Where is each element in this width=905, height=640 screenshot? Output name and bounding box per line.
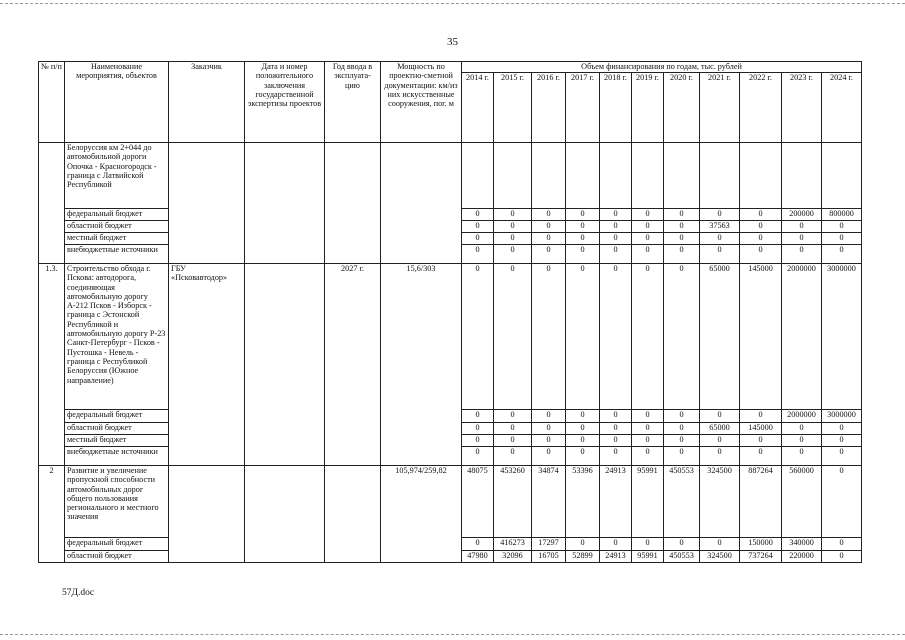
value-cell: 0 bbox=[600, 221, 632, 233]
row-number bbox=[39, 143, 65, 209]
row-expertise bbox=[245, 264, 325, 410]
value-cell: 0 bbox=[566, 447, 600, 466]
value-cell: 453260 bbox=[494, 466, 532, 538]
value-cell: 0 bbox=[822, 221, 862, 233]
header-year-col: 2017 г. bbox=[566, 73, 600, 143]
value-cell bbox=[740, 143, 782, 209]
row-capacity bbox=[381, 538, 462, 551]
value-cell: 0 bbox=[700, 209, 740, 221]
row-customer bbox=[169, 245, 245, 264]
value-cell: 0 bbox=[494, 264, 532, 410]
row-capacity bbox=[381, 435, 462, 447]
value-cell: 0 bbox=[782, 423, 822, 435]
value-cell: 0 bbox=[462, 423, 494, 435]
row-expertise bbox=[245, 423, 325, 435]
value-cell: 37563 bbox=[700, 221, 740, 233]
row-capacity bbox=[381, 221, 462, 233]
row-name: областной бюджет bbox=[65, 221, 169, 233]
value-cell: 0 bbox=[664, 209, 700, 221]
header-capacity: Мощность по проектно-сметной документации: км/из них искусственные сооружения, пог. м bbox=[381, 62, 462, 143]
value-cell: 3000000 bbox=[822, 264, 862, 410]
row-customer bbox=[169, 551, 245, 563]
row-name: областной бюджет bbox=[65, 423, 169, 435]
value-cell: 0 bbox=[632, 435, 664, 447]
value-cell: 24913 bbox=[600, 551, 632, 563]
value-cell: 0 bbox=[822, 538, 862, 551]
row-number bbox=[39, 447, 65, 466]
value-cell: 65000 bbox=[700, 423, 740, 435]
value-cell: 324500 bbox=[700, 466, 740, 538]
value-cell bbox=[462, 143, 494, 209]
value-cell: 0 bbox=[740, 209, 782, 221]
row-name: внебюджетные источники bbox=[65, 447, 169, 466]
value-cell: 0 bbox=[782, 233, 822, 245]
value-cell: 0 bbox=[494, 209, 532, 221]
value-cell: 0 bbox=[664, 423, 700, 435]
header-year-col: 2021 г. bbox=[700, 73, 740, 143]
table-row bbox=[39, 435, 862, 447]
value-cell: 32096 bbox=[494, 551, 532, 563]
bottom-edge-line bbox=[0, 634, 905, 635]
row-customer bbox=[169, 447, 245, 466]
value-cell: 0 bbox=[566, 423, 600, 435]
row-year bbox=[325, 410, 381, 423]
table-row bbox=[39, 447, 862, 466]
value-cell: 0 bbox=[822, 435, 862, 447]
financing-table bbox=[38, 61, 862, 563]
row-capacity bbox=[381, 423, 462, 435]
value-cell: 0 bbox=[532, 410, 566, 423]
row-customer bbox=[169, 466, 245, 538]
row-year bbox=[325, 221, 381, 233]
row-number bbox=[39, 245, 65, 264]
value-cell: 0 bbox=[566, 410, 600, 423]
value-cell: 887264 bbox=[740, 466, 782, 538]
value-cell: 0 bbox=[462, 221, 494, 233]
value-cell: 737264 bbox=[740, 551, 782, 563]
table-row bbox=[39, 209, 862, 221]
value-cell: 65000 bbox=[700, 264, 740, 410]
header-year-col: 2022 г. bbox=[740, 73, 782, 143]
value-cell: 0 bbox=[632, 447, 664, 466]
value-cell: 0 bbox=[664, 233, 700, 245]
row-number bbox=[39, 410, 65, 423]
value-cell: 340000 bbox=[782, 538, 822, 551]
value-cell: 0 bbox=[782, 245, 822, 264]
table-row bbox=[39, 538, 862, 551]
value-cell: 0 bbox=[532, 245, 566, 264]
value-cell: 200000 bbox=[782, 209, 822, 221]
value-cell: 0 bbox=[700, 435, 740, 447]
table-row bbox=[39, 143, 862, 209]
value-cell: 0 bbox=[462, 435, 494, 447]
value-cell: 450553 bbox=[664, 466, 700, 538]
table-row bbox=[39, 245, 862, 264]
row-year bbox=[325, 466, 381, 538]
header-year-col: 2018 г. bbox=[600, 73, 632, 143]
value-cell: 48075 bbox=[462, 466, 494, 538]
value-cell: 800000 bbox=[822, 209, 862, 221]
row-name: Строительство обхода г. Пскова: автодорога, соединяющая автомобильную дорогу А-212 Псков - Изборск - граница с Эстонской Республикой и автомобильную дорогу Р-23 Санкт-Петербург - Псков - Пустошка - Невель - граница с Республикой Белоруссия (Южное направление) bbox=[65, 264, 169, 410]
row-name: местный бюджет bbox=[65, 233, 169, 245]
row-name: федеральный бюджет bbox=[65, 209, 169, 221]
header-expertise: Дата и номер положительного заключения государственной экспертизы проектов bbox=[245, 62, 325, 143]
row-expertise bbox=[245, 245, 325, 264]
value-cell: 0 bbox=[822, 447, 862, 466]
value-cell: 0 bbox=[600, 410, 632, 423]
row-number: 2 bbox=[39, 466, 65, 538]
row-name: внебюджетные источники bbox=[65, 245, 169, 264]
value-cell bbox=[494, 143, 532, 209]
value-cell: 0 bbox=[740, 447, 782, 466]
header-num: № п/п bbox=[39, 62, 65, 143]
value-cell: 0 bbox=[494, 447, 532, 466]
row-expertise bbox=[245, 435, 325, 447]
row-customer bbox=[169, 221, 245, 233]
row-customer: ГБУ «Псковавтодор» bbox=[169, 264, 245, 410]
value-cell: 0 bbox=[600, 245, 632, 264]
value-cell: 52899 bbox=[566, 551, 600, 563]
value-cell: 220000 bbox=[782, 551, 822, 563]
table-row bbox=[39, 410, 862, 423]
row-capacity bbox=[381, 143, 462, 209]
value-cell: 0 bbox=[664, 264, 700, 410]
header-name: Наименование мероприятия, объектов bbox=[65, 62, 169, 143]
value-cell: 0 bbox=[532, 447, 566, 466]
row-expertise bbox=[245, 466, 325, 538]
value-cell: 0 bbox=[566, 435, 600, 447]
row-year bbox=[325, 423, 381, 435]
value-cell: 0 bbox=[700, 447, 740, 466]
value-cell: 0 bbox=[664, 435, 700, 447]
value-cell: 0 bbox=[822, 245, 862, 264]
row-year bbox=[325, 233, 381, 245]
value-cell: 0 bbox=[822, 233, 862, 245]
header-funding: Объем финансирования по годам, тыс. рублей bbox=[462, 62, 862, 73]
value-cell: 34874 bbox=[532, 466, 566, 538]
value-cell: 0 bbox=[740, 233, 782, 245]
row-capacity bbox=[381, 209, 462, 221]
row-capacity bbox=[381, 233, 462, 245]
value-cell: 0 bbox=[494, 410, 532, 423]
row-capacity bbox=[381, 447, 462, 466]
value-cell: 0 bbox=[494, 245, 532, 264]
value-cell: 0 bbox=[632, 423, 664, 435]
value-cell: 0 bbox=[740, 410, 782, 423]
value-cell: 0 bbox=[532, 435, 566, 447]
value-cell: 0 bbox=[566, 538, 600, 551]
value-cell: 0 bbox=[664, 221, 700, 233]
row-capacity: 105,974/259,82 bbox=[381, 466, 462, 538]
row-number bbox=[39, 209, 65, 221]
value-cell bbox=[566, 143, 600, 209]
value-cell: 0 bbox=[664, 245, 700, 264]
value-cell bbox=[664, 143, 700, 209]
value-cell: 0 bbox=[462, 209, 494, 221]
row-number: 1.3. bbox=[39, 264, 65, 410]
value-cell: 0 bbox=[822, 466, 862, 538]
row-expertise bbox=[245, 551, 325, 563]
value-cell: 0 bbox=[740, 245, 782, 264]
value-cell: 0 bbox=[566, 221, 600, 233]
row-customer bbox=[169, 209, 245, 221]
value-cell: 0 bbox=[566, 233, 600, 245]
value-cell: 560000 bbox=[782, 466, 822, 538]
row-capacity bbox=[381, 551, 462, 563]
value-cell: 0 bbox=[462, 538, 494, 551]
value-cell: 0 bbox=[664, 410, 700, 423]
value-cell: 53396 bbox=[566, 466, 600, 538]
header-year-col: 2023 г. bbox=[782, 73, 822, 143]
row-year bbox=[325, 538, 381, 551]
row-year bbox=[325, 551, 381, 563]
header-year: Год ввода в эксплуата-цию bbox=[325, 62, 381, 143]
value-cell: 0 bbox=[822, 423, 862, 435]
value-cell: 0 bbox=[700, 538, 740, 551]
value-cell: 0 bbox=[700, 233, 740, 245]
row-year bbox=[325, 245, 381, 264]
value-cell: 0 bbox=[532, 221, 566, 233]
table-row bbox=[39, 551, 862, 563]
value-cell: 416273 bbox=[494, 538, 532, 551]
value-cell: 0 bbox=[566, 245, 600, 264]
value-cell: 95991 bbox=[632, 466, 664, 538]
value-cell: 0 bbox=[740, 435, 782, 447]
row-customer bbox=[169, 435, 245, 447]
value-cell: 0 bbox=[600, 435, 632, 447]
value-cell: 145000 bbox=[740, 423, 782, 435]
value-cell: 0 bbox=[632, 221, 664, 233]
value-cell: 0 bbox=[600, 209, 632, 221]
table-row bbox=[39, 264, 862, 410]
row-number bbox=[39, 221, 65, 233]
value-cell: 47980 bbox=[462, 551, 494, 563]
row-customer bbox=[169, 410, 245, 423]
row-year bbox=[325, 209, 381, 221]
value-cell: 0 bbox=[632, 245, 664, 264]
value-cell: 0 bbox=[532, 209, 566, 221]
table-row bbox=[39, 423, 862, 435]
value-cell bbox=[632, 143, 664, 209]
row-name: Белоруссия км 2+044 до автомобильной дороги Опочка - Красногородск - граница с Латвийской Республикой bbox=[65, 143, 169, 209]
row-capacity bbox=[381, 410, 462, 423]
row-number bbox=[39, 551, 65, 563]
value-cell: 3000000 bbox=[822, 410, 862, 423]
value-cell: 0 bbox=[700, 245, 740, 264]
value-cell: 0 bbox=[664, 538, 700, 551]
value-cell: 0 bbox=[600, 447, 632, 466]
value-cell: 0 bbox=[494, 221, 532, 233]
value-cell: 0 bbox=[462, 447, 494, 466]
header-year-col: 2015 г. bbox=[494, 73, 532, 143]
top-edge-line bbox=[0, 3, 905, 4]
value-cell: 0 bbox=[632, 538, 664, 551]
row-number bbox=[39, 233, 65, 245]
value-cell: 324500 bbox=[700, 551, 740, 563]
row-year bbox=[325, 435, 381, 447]
header-year-col: 2014 г. bbox=[462, 73, 494, 143]
value-cell bbox=[822, 143, 862, 209]
value-cell: 150000 bbox=[740, 538, 782, 551]
value-cell: 0 bbox=[600, 538, 632, 551]
row-name: Развитие и увеличение пропускной способности автомобильных дорог общего пользования регионального и местного значения bbox=[65, 466, 169, 538]
row-number bbox=[39, 435, 65, 447]
value-cell: 0 bbox=[494, 435, 532, 447]
value-cell bbox=[700, 143, 740, 209]
row-customer bbox=[169, 143, 245, 209]
value-cell: 0 bbox=[632, 209, 664, 221]
row-name: местный бюджет bbox=[65, 435, 169, 447]
value-cell bbox=[782, 143, 822, 209]
row-customer bbox=[169, 538, 245, 551]
value-cell: 0 bbox=[600, 264, 632, 410]
value-cell: 0 bbox=[462, 264, 494, 410]
footer-filename: 57Д.doc bbox=[62, 588, 95, 598]
value-cell: 0 bbox=[600, 423, 632, 435]
value-cell: 0 bbox=[740, 221, 782, 233]
value-cell: 0 bbox=[664, 447, 700, 466]
value-cell: 0 bbox=[566, 209, 600, 221]
value-cell: 24913 bbox=[600, 466, 632, 538]
table-row bbox=[39, 221, 862, 233]
value-cell: 0 bbox=[632, 233, 664, 245]
value-cell: 0 bbox=[494, 423, 532, 435]
row-name: федеральный бюджет bbox=[65, 538, 169, 551]
page-number: 35 bbox=[447, 36, 458, 48]
value-cell: 0 bbox=[532, 233, 566, 245]
header-year-col: 2020 г. bbox=[664, 73, 700, 143]
row-capacity: 15,6/303 bbox=[381, 264, 462, 410]
value-cell: 2000000 bbox=[782, 264, 822, 410]
value-cell: 0 bbox=[494, 233, 532, 245]
value-cell: 0 bbox=[782, 435, 822, 447]
header-year-col: 2019 г. bbox=[632, 73, 664, 143]
row-expertise bbox=[245, 538, 325, 551]
value-cell bbox=[532, 143, 566, 209]
table-row bbox=[39, 233, 862, 245]
value-cell: 450553 bbox=[664, 551, 700, 563]
value-cell: 95991 bbox=[632, 551, 664, 563]
row-year bbox=[325, 447, 381, 466]
value-cell: 0 bbox=[632, 264, 664, 410]
row-number bbox=[39, 423, 65, 435]
header-customer: Заказчик bbox=[169, 62, 245, 143]
value-cell bbox=[600, 143, 632, 209]
value-cell: 0 bbox=[462, 245, 494, 264]
value-cell: 0 bbox=[782, 221, 822, 233]
value-cell: 16705 bbox=[532, 551, 566, 563]
row-number bbox=[39, 538, 65, 551]
value-cell: 0 bbox=[822, 551, 862, 563]
value-cell: 0 bbox=[600, 233, 632, 245]
value-cell: 0 bbox=[532, 423, 566, 435]
row-year: 2027 г. bbox=[325, 264, 381, 410]
value-cell: 0 bbox=[462, 410, 494, 423]
row-expertise bbox=[245, 447, 325, 466]
row-name: федеральный бюджет bbox=[65, 410, 169, 423]
value-cell: 0 bbox=[700, 410, 740, 423]
row-year bbox=[325, 143, 381, 209]
row-expertise bbox=[245, 209, 325, 221]
row-customer bbox=[169, 233, 245, 245]
row-expertise bbox=[245, 233, 325, 245]
row-name: областной бюджет bbox=[65, 551, 169, 563]
header-year-col: 2024 г. bbox=[822, 73, 862, 143]
value-cell: 17297 bbox=[532, 538, 566, 551]
value-cell: 0 bbox=[782, 447, 822, 466]
value-cell: 2000000 bbox=[782, 410, 822, 423]
value-cell: 145000 bbox=[740, 264, 782, 410]
row-customer bbox=[169, 423, 245, 435]
row-capacity bbox=[381, 245, 462, 264]
table-row bbox=[39, 466, 862, 538]
value-cell: 0 bbox=[566, 264, 600, 410]
row-expertise bbox=[245, 410, 325, 423]
value-cell: 0 bbox=[632, 410, 664, 423]
value-cell: 0 bbox=[532, 264, 566, 410]
row-expertise bbox=[245, 221, 325, 233]
header-year-col: 2016 г. bbox=[532, 73, 566, 143]
value-cell: 0 bbox=[462, 233, 494, 245]
row-expertise bbox=[245, 143, 325, 209]
